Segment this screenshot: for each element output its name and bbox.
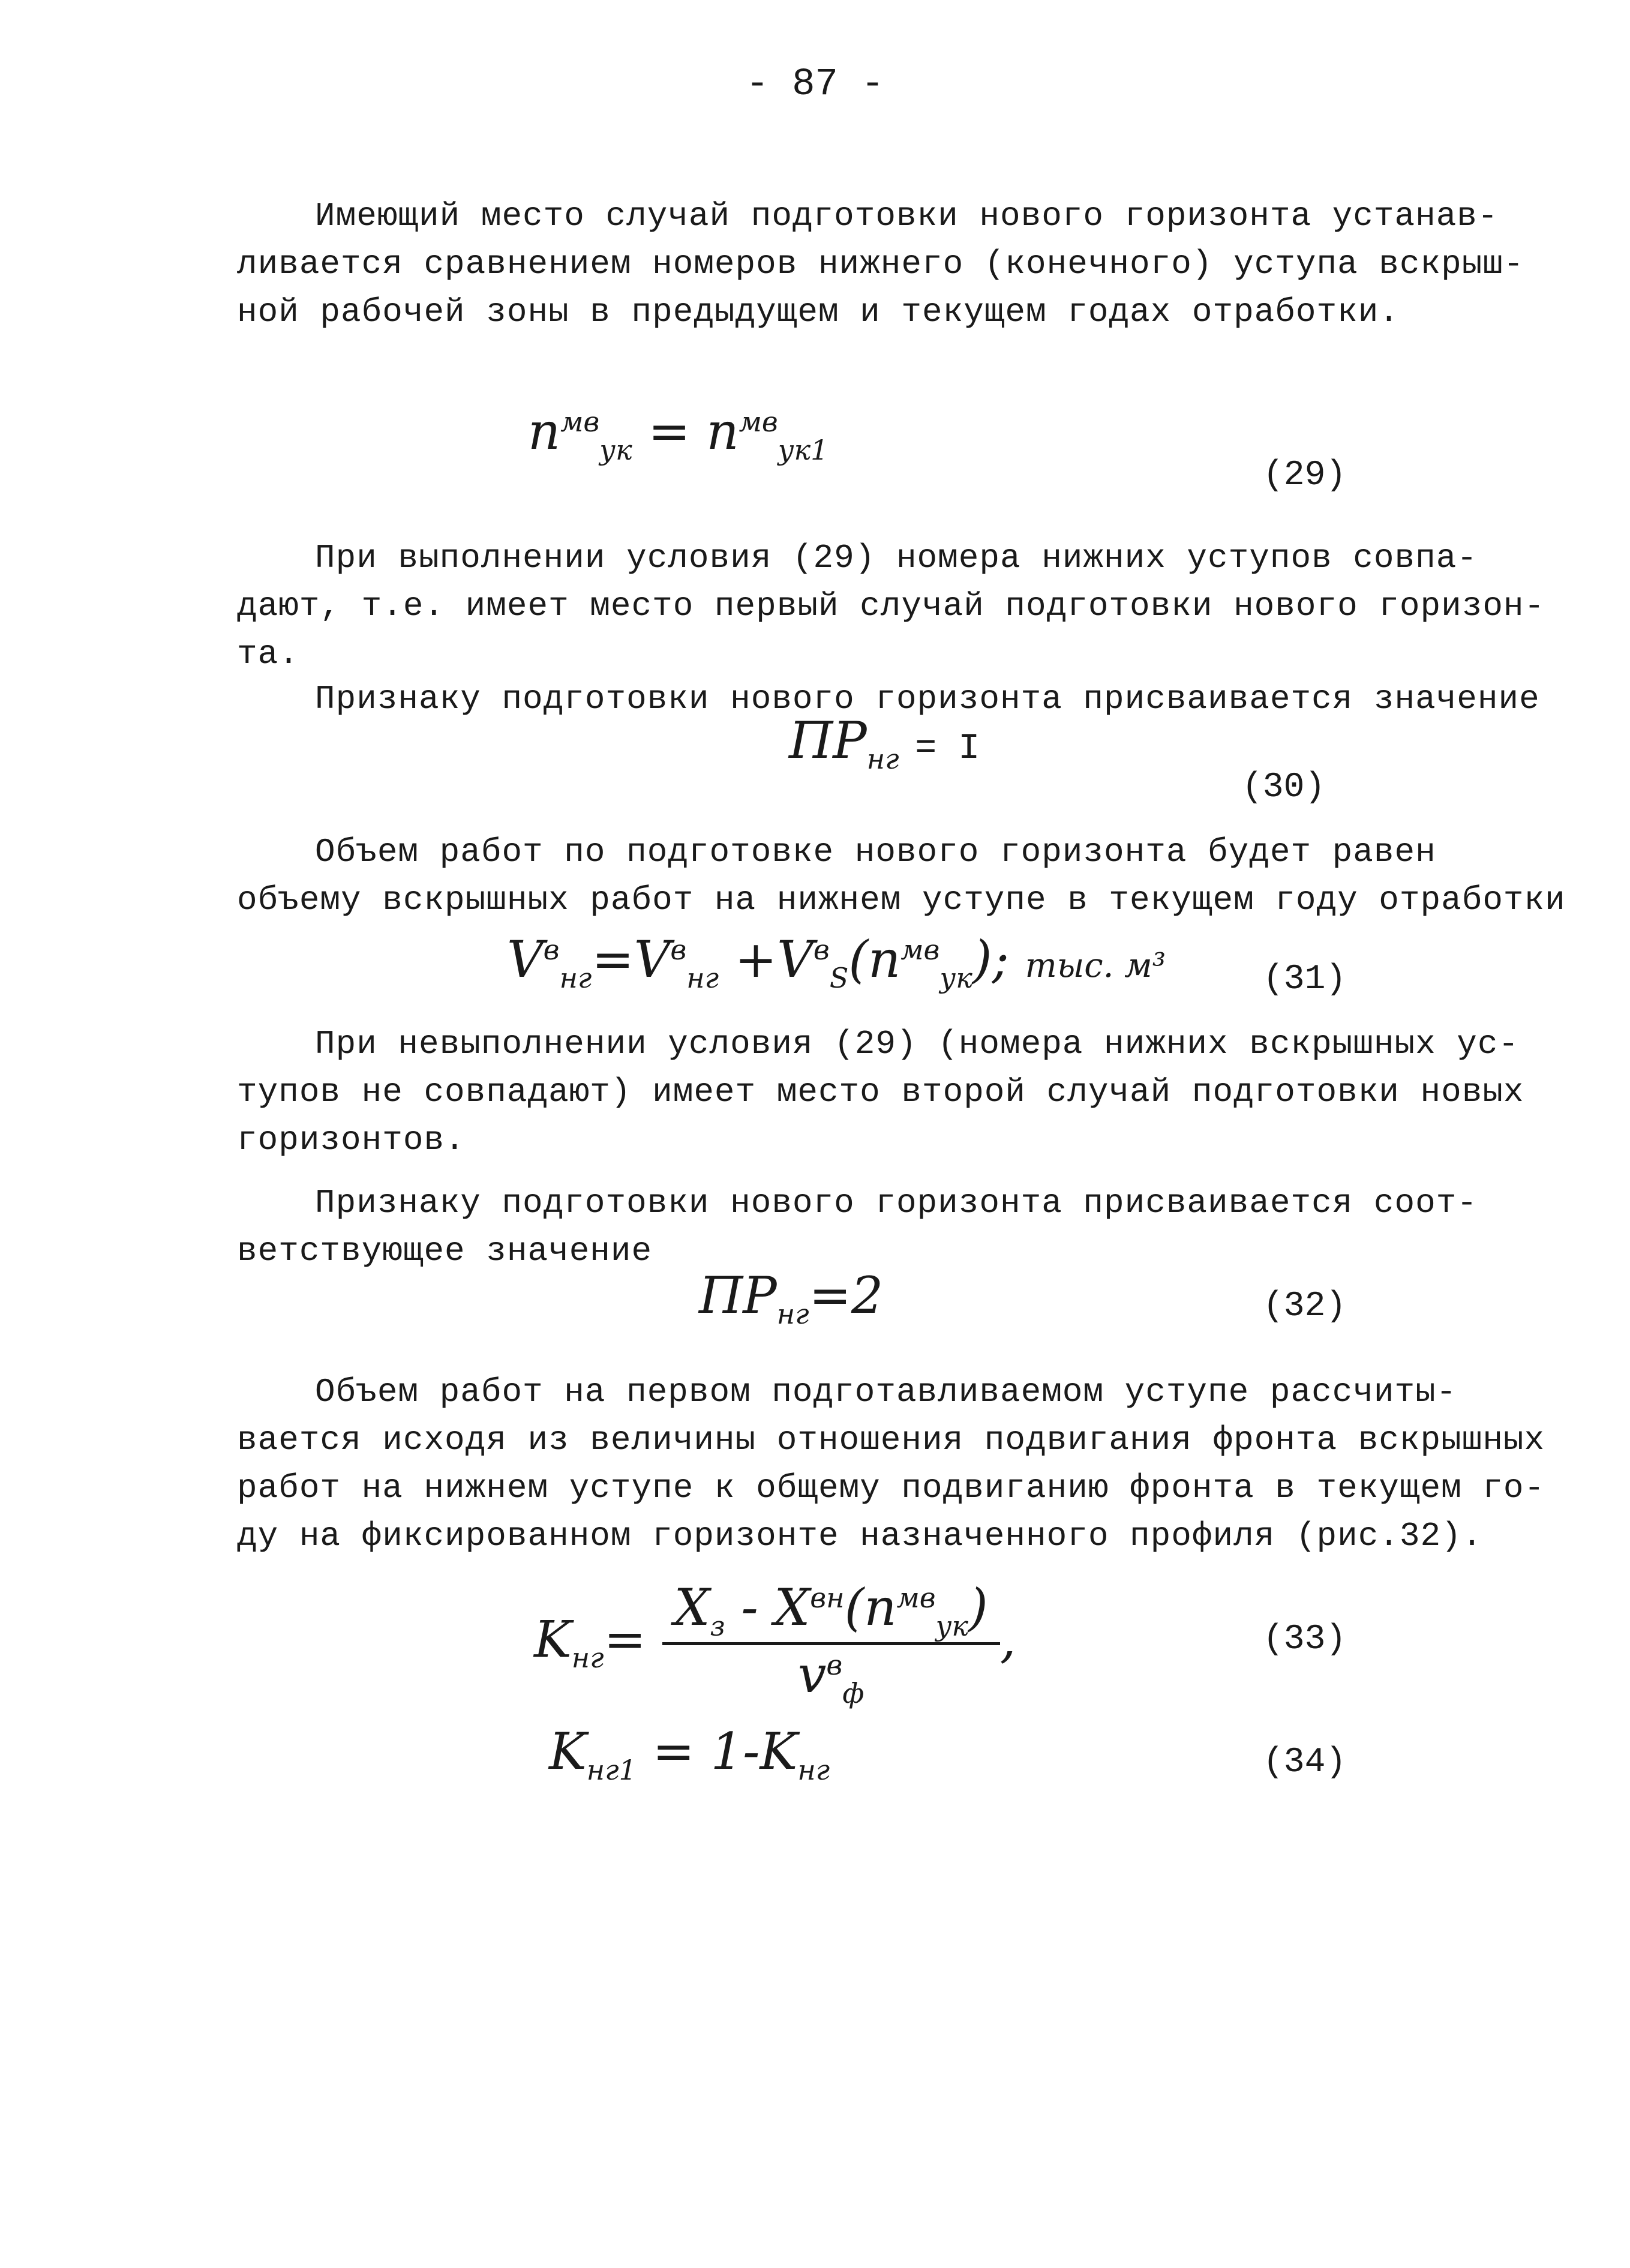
equation-number-32: (32) [1263, 1287, 1347, 1326]
paragraph-line: Объем работ на первом подготавливаемом уступе рассчиты- [315, 1373, 1457, 1411]
paragraph-line: тупов не совпадают) имеет место второй случай подготовки новых [237, 1073, 1524, 1111]
equation-number-29: (29) [1263, 456, 1347, 495]
paragraph-line: работ на нижнем уступе к общему подвиганию фронта в текущем го- [237, 1469, 1545, 1507]
formula-34: $K_{нг1} = 1-K_{нг}$ [549, 1722, 830, 1786]
formula-30: $ПР_{нг} = I$ [789, 711, 980, 775]
equation-number-31: (31) [1263, 960, 1347, 999]
paragraph-line: Имеющий место случай подготовки нового горизонта устанав- [315, 197, 1499, 235]
paragraph-line: вается исходя из величины отношения подвигания фронта вскрышных [237, 1421, 1545, 1459]
fraction [662, 1578, 1000, 1709]
paragraph-line: При выполнении условия (29) номера нижних уступов совпа- [315, 539, 1478, 577]
paragraph-line: ной рабочей зоны в предыдущем и текущем годах отработки. [237, 293, 1400, 331]
paragraph-line: ливается сравнением номеров нижнего (конечного) уступа вскрыш- [237, 245, 1524, 283]
unit-label: тыс. м³ [1025, 946, 1166, 985]
paragraph-1 [237, 192, 1524, 336]
fraction-denominator: $v^в_ф$ [797, 1645, 864, 1709]
paragraph-line: дают, т.е. имеет место первый случай подготовки нового горизон- [237, 587, 1545, 625]
paragraph-line: горизонтов. [237, 1121, 466, 1159]
paragraph-line: объему вскрышных работ на нижнем уступе в текущем году отработки [237, 881, 1566, 919]
equation-number-34: (34) [1263, 1743, 1347, 1782]
formula-31: $V^в_{нг}=V^в_{нг} +V^в_S(n^{мв}_{ук})$; тыс. м³ [507, 930, 1166, 994]
equation-number-30: (30) [1242, 768, 1326, 807]
paragraph-2 [237, 534, 1545, 678]
formula-33: $K_{нг}=$ $\frac{X_з - X^{вн}(n^{мв}_{ук})}{v^в_ф}$ , [534, 1578, 1016, 1709]
formula-29: $n^{мв}_{ук} = n^{мв}_{ук1}$ [528, 402, 828, 466]
page-number: - 87 - [746, 63, 884, 106]
paragraph-line: та. [237, 635, 299, 673]
fraction-numerator: $X_з - X^{вн}(n^{мв}_{ук})$ [662, 1578, 1000, 1645]
paragraph-line: Объем работ по подготовке нового горизонта будет равен [315, 833, 1436, 871]
paragraph-7 [237, 1368, 1545, 1560]
paragraph-4 [237, 828, 1566, 924]
paragraph-line: Признаку подготовки нового горизонта присваивается соот- [315, 1184, 1478, 1222]
paragraph-line: Признаку подготовки нового горизонта присваивается значение [315, 680, 1540, 718]
formula-32: $ПР_{нг}=2$ [699, 1266, 884, 1330]
paragraph-5 [237, 1020, 1524, 1164]
paragraph-line: При невыполнении условия (29) (номера нижних вскрышных ус- [315, 1025, 1520, 1063]
paragraph-line: ветствующее значение [237, 1232, 653, 1270]
equation-number-33: (33) [1263, 1620, 1347, 1659]
paragraph-line: ду на фиксированном горизонте назначенного профиля (рис.32). [237, 1517, 1483, 1555]
paragraph-6 [237, 1179, 1478, 1275]
